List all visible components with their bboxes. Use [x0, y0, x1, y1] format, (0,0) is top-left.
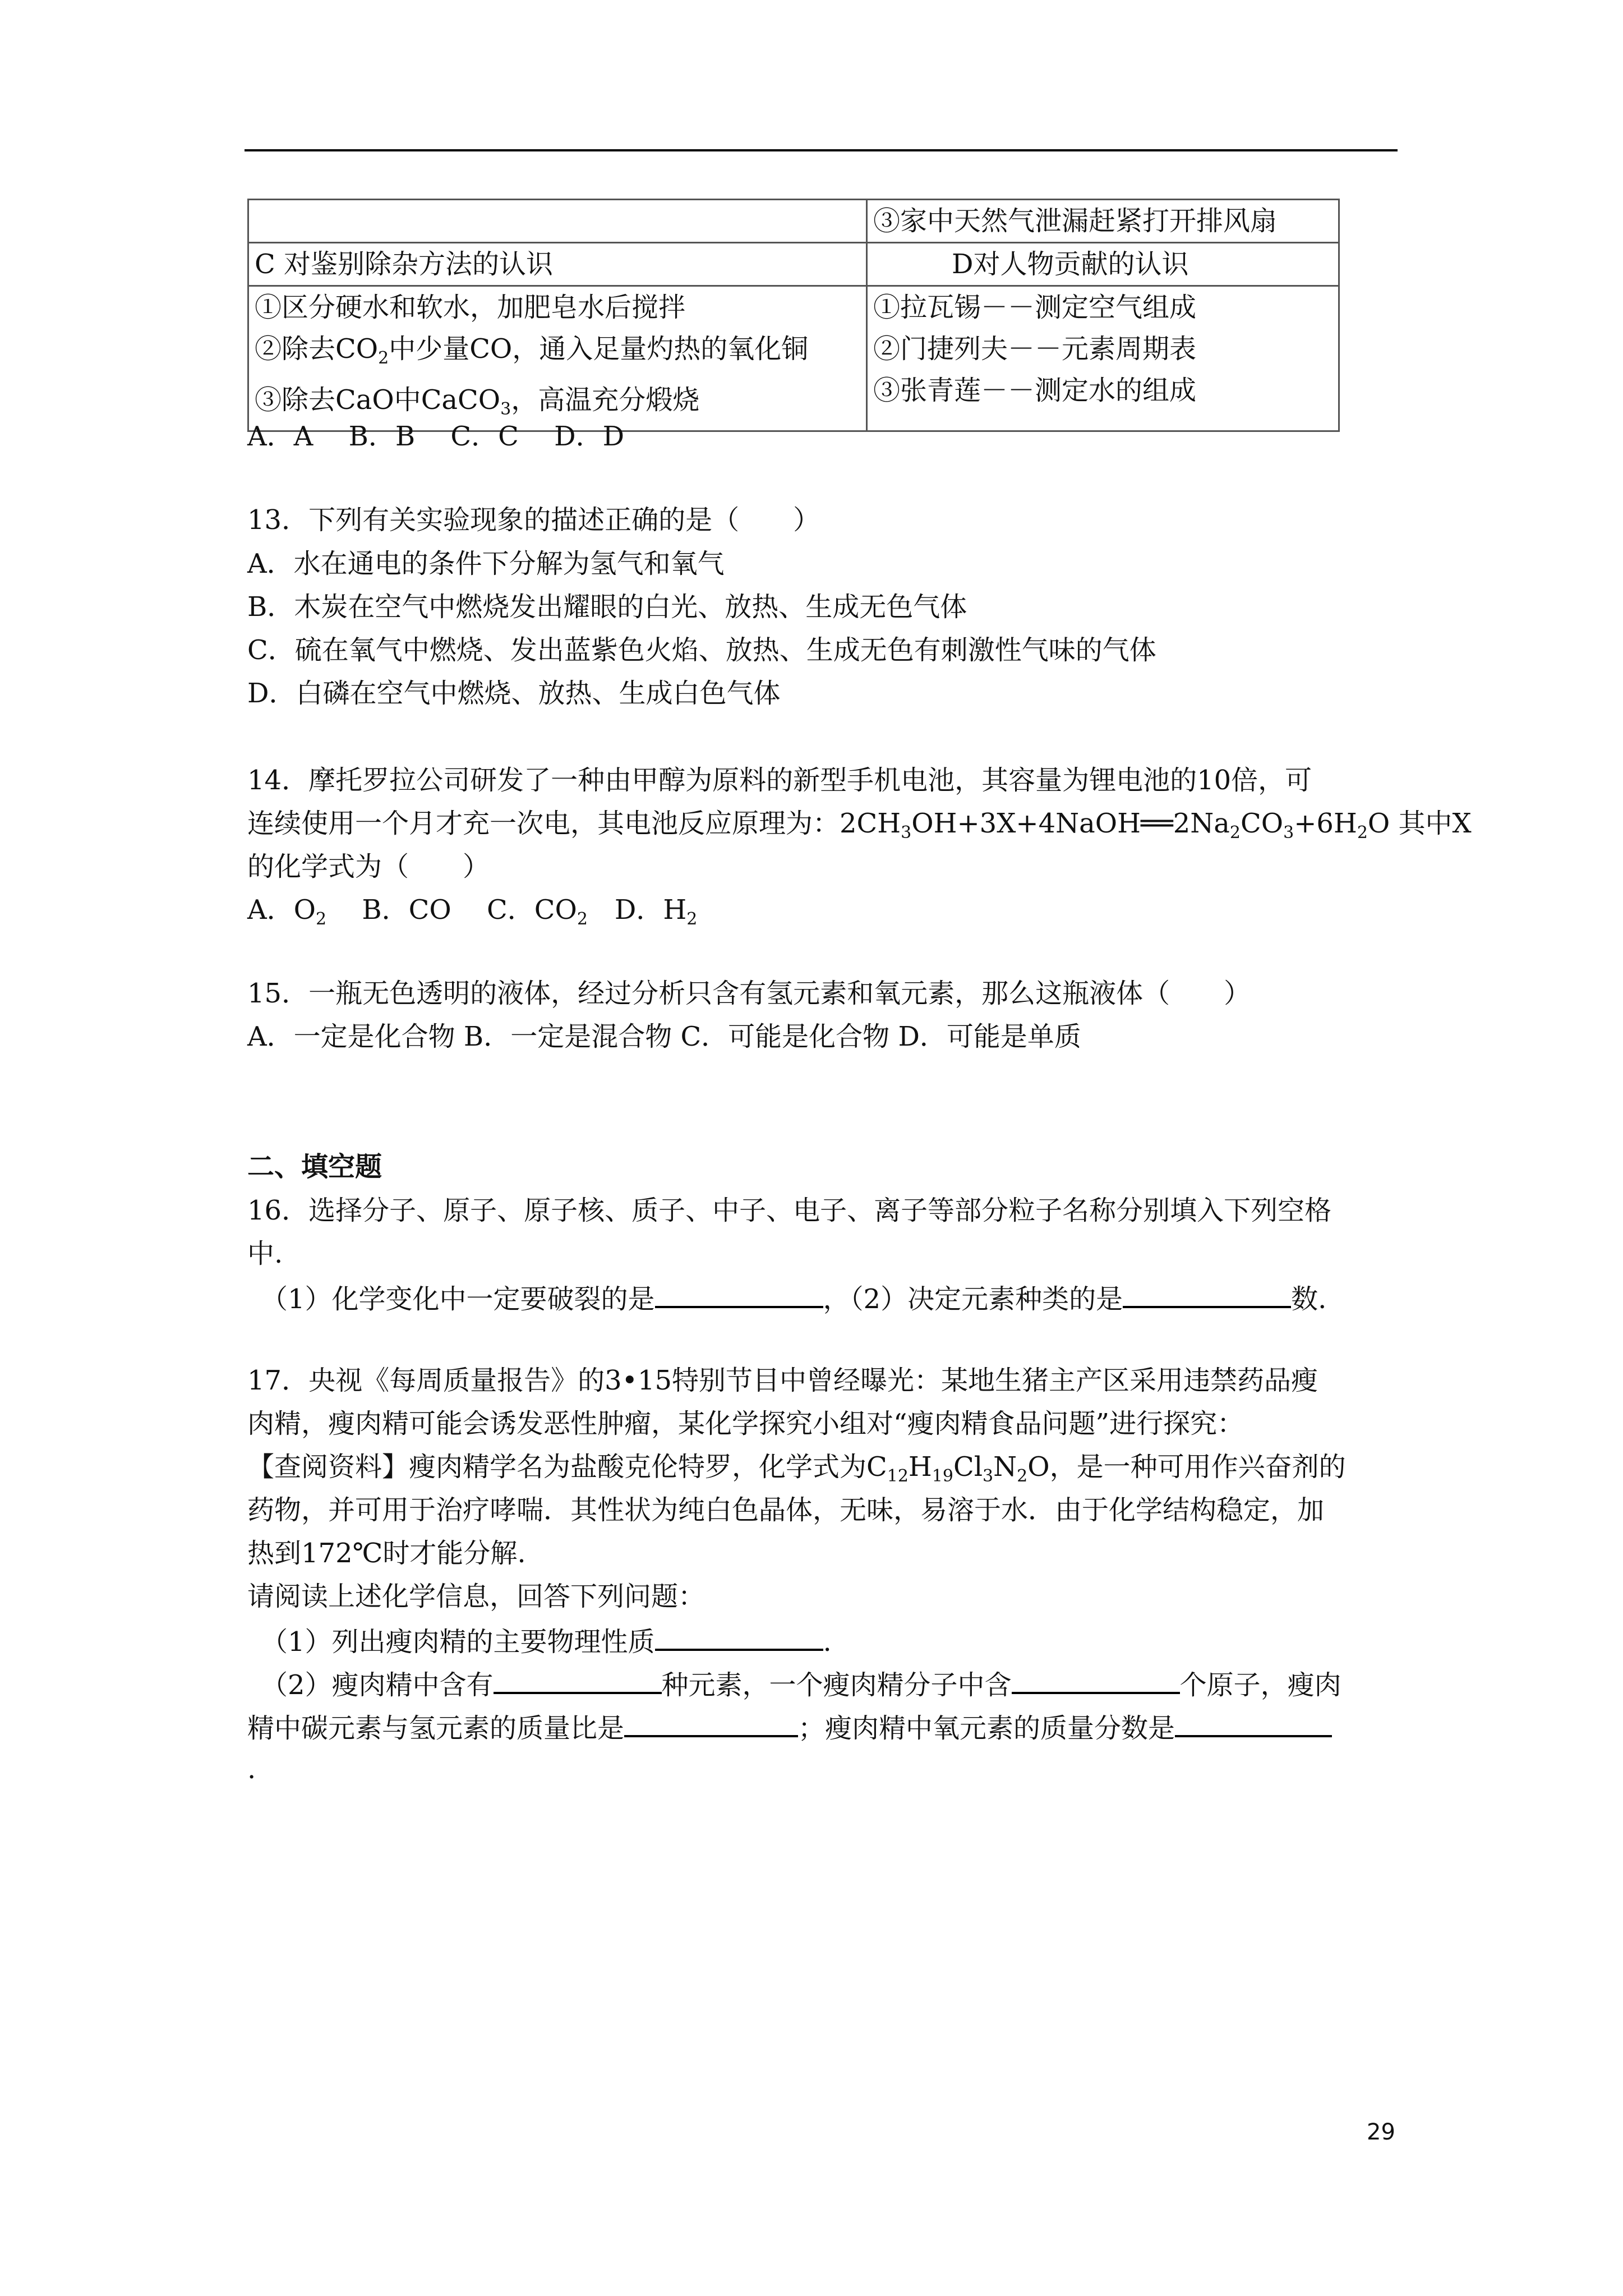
list-item: ①拉瓦锡－－测定空气组成	[873, 292, 1197, 323]
q17-line5: 热到172℃时才能分解.	[247, 1538, 526, 1569]
q17-sub2	[261, 1666, 1341, 1702]
header-rule	[245, 149, 1398, 151]
page-number: 29	[1367, 2119, 1395, 2145]
q17-sub1-text-a: （1）列出瘦肉精的主要物理性质	[261, 1626, 655, 1658]
q17-line4: 药物，并可用于治疗哮喘．其性状为纯白色晶体，无味，易溶于水．由于化学结构稳定，加	[247, 1494, 1325, 1526]
q13-option-a: A．水在通电的条件下分解为氢气和氧气	[247, 548, 725, 579]
q15-stem: 15．一瓶无色透明的液体，经过分析只含有氢元素和氧元素，那么这瓶液体（ ）	[247, 978, 1251, 1009]
blank-field[interactable]	[1012, 1666, 1180, 1694]
table-row	[248, 200, 1339, 243]
blank-field[interactable]	[1175, 1709, 1332, 1737]
blank-field[interactable]	[655, 1280, 823, 1308]
q17-line3: 【查阅资料】瘦肉精学名为盐酸克伦特罗，化学式为$C_{12}H_{19}Cl_3N_2O$，是一种可用作兴奋剂的	[247, 1451, 1346, 1486]
q14-line3: 的化学式为（ ）	[247, 851, 490, 882]
q16-sub1-text-c: 数.	[1291, 1283, 1327, 1315]
q17-sub3-text-b: ；瘦肉精中氧元素的质量分数是	[798, 1713, 1175, 1744]
q13-stem: 13．下列有关实验现象的描述正确的是（ ）	[247, 504, 820, 536]
table-header-c: C 对鉴别除杂方法的认识	[248, 243, 867, 286]
q14-line1: 14．摩托罗拉公司研发了一种由甲醇为原料的新型手机电池，其容量为锂电池的10倍，可	[247, 765, 1312, 796]
q16-line2: 中.	[247, 1238, 283, 1269]
q16-sub1-text-b: ，（2）决定元素种类的是	[823, 1283, 1123, 1315]
table-cell: ③家中天然气泄漏赶紧打开排风扇	[867, 200, 1339, 243]
q17-sub2-text-c: 个原子，瘦肉	[1179, 1669, 1341, 1701]
comparison-table	[247, 199, 1340, 432]
q17-sub3	[247, 1709, 1332, 1745]
list-item: ①区分硬水和软水，加肥皂水后搅拌	[255, 292, 686, 323]
q13-option-d: D．白磷在空气中燃烧、放热、生成白色气体	[247, 678, 781, 709]
q17-sub2-text-a: （2）瘦肉精中含有	[261, 1669, 494, 1701]
q17-line1: 17．央视《每周质量报告》的3•15特别节目中曾经曝光：某地生猪主产区采用违禁药品瘦	[247, 1365, 1318, 1396]
table-row	[248, 286, 1339, 431]
q16-sub1	[261, 1280, 1326, 1316]
q14-line2: 连续使用一个月才充一次电，其电池反应原理为：$2CH_3OH+3X+4NaOH══2Na_2CO_3+6H_2O$ 其中X	[247, 808, 1472, 843]
q13-option-b: B．木炭在空气中燃烧发出耀眼的白光、放热、生成无色气体	[247, 591, 967, 623]
q12-options: A．A B．B C．C D．D	[247, 421, 625, 452]
blank-field[interactable]	[655, 1623, 823, 1651]
list-item: ②除去$CO_2$中少量CO，通入足量灼热的氧化铜	[255, 333, 809, 368]
table-cell-c-items	[248, 286, 867, 431]
table-row	[248, 243, 1339, 286]
list-item: ③张青莲－－测定水的组成	[873, 375, 1197, 406]
q17-sub1	[261, 1623, 832, 1659]
q17-sub2-text-b: 种元素，一个瘦肉精分子中含	[661, 1669, 1012, 1701]
q17-sub1-text-b: .	[823, 1626, 832, 1658]
q16-sub1-text-a: （1）化学变化中一定要破裂的是	[261, 1283, 655, 1315]
q17-line6: 请阅读上述化学信息，回答下列问题：	[247, 1581, 706, 1612]
q17-line2: 肉精，瘦肉精可能会诱发恶性肿瘤，某化学探究小组对“瘦肉精食品问题”进行探究：	[247, 1408, 1244, 1439]
blank-field[interactable]	[624, 1709, 798, 1737]
table-cell-d-items	[867, 286, 1339, 431]
list-item: ②门捷列夫－－元素周期表	[873, 333, 1197, 365]
table-cell-empty	[248, 200, 867, 243]
blank-field[interactable]	[494, 1666, 662, 1694]
q13-option-c: C．硫在氧气中燃烧、发出蓝紫色火焰、放热、生成无色有刺激性气味的气体	[247, 634, 1156, 666]
q15-options: A．一定是化合物 B．一定是混合物 C．可能是化合物 D．可能是单质	[247, 1021, 1081, 1052]
q16-line1: 16．选择分子、原子、原子核、质子、中子、电子、离子等部分粒子名称分别填入下列空格	[247, 1195, 1332, 1226]
q14-options: A．$O_2$ B．CO C．$CO_2$ D．$H_2$	[247, 894, 698, 929]
blank-field[interactable]	[1123, 1280, 1291, 1308]
table-header-d: D对人物贡献的认识	[867, 243, 1339, 286]
q17-sub4: .	[247, 1754, 256, 1785]
q17-sub3-text-a: 精中碳元素与氢元素的质量比是	[247, 1713, 625, 1744]
list-item: ③除去CaO中CaCO$_3$，高温充分煅烧	[255, 384, 700, 419]
section-title: 二、填空题	[247, 1151, 382, 1182]
